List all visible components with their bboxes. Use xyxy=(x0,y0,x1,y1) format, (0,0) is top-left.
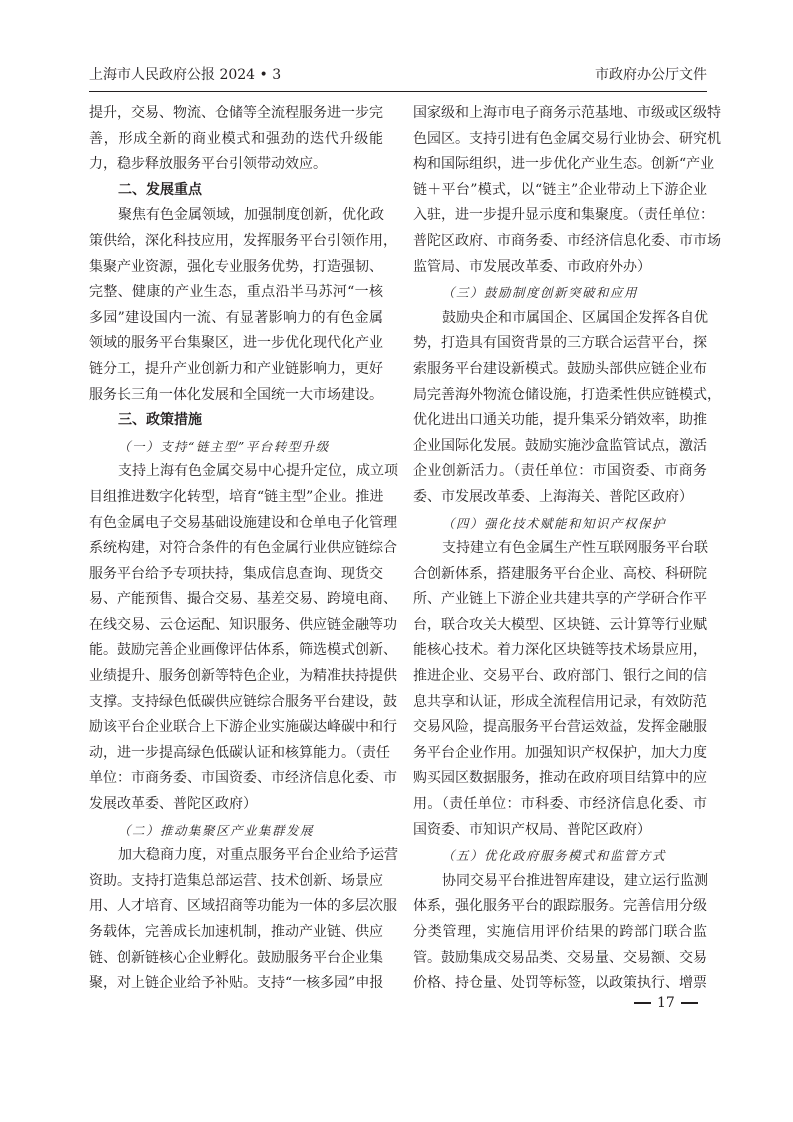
text-line: 提升，交易、物流、仓储等全流程服务进一步完 xyxy=(89,105,383,121)
text-line: 购买园区数据服务，推动在政府项目结算中的应 xyxy=(413,770,707,787)
page-number-text: 17 xyxy=(657,995,675,1011)
text-line: 推进企业、交易平台、政府部门、银行之间的信 xyxy=(413,668,707,685)
text-line: 所、产业链上下游企业共建共享的产学研合作平 xyxy=(413,591,707,608)
text-line: 单位：市商务委、市国资委、市经济信息化委、市 xyxy=(89,770,397,787)
text-line: 势，打造具有国资背景的三方联合运营平台，探 xyxy=(413,335,707,352)
text-line: 易、产能预售、撮合交易、基差交易、跨境电商、 xyxy=(89,591,397,608)
text-line: 构和国际组织，进一步优化产业生态。创新“产业 xyxy=(413,156,715,173)
text-line: 合创新体系，搭建服务平台企业、高校、科研院 xyxy=(413,565,707,582)
text-line: 能。鼓励完善企业画像评估体系，筛选模式创新、 xyxy=(89,642,397,659)
text-line: 优化进出口通关功能，提升集采分销效率，助推 xyxy=(413,412,707,429)
text-line: 支撑。支持绿色低碳供应链综合服务平台建设，鼓 xyxy=(89,693,397,710)
running-header-left: 上海市人民政府公报 2024 • 3 xyxy=(89,67,282,83)
text-line: 有色金属电子交易基础设施建设和仓单电子化管理 xyxy=(89,514,397,531)
text-line: 国家级和上海市电子商务示范基地、市级或区级特 xyxy=(413,105,721,121)
text-line: 领域的服务平台集聚区，进一步优化现代化产业 xyxy=(89,335,383,352)
paragraph xyxy=(89,203,397,408)
text-line: 支持建立有色金属生产性互联网服务平台联 xyxy=(442,540,708,557)
text-line: 用、人才培育、区域招商等功能为一体的多层次服 xyxy=(89,898,397,915)
text-line: 目组推进数字化转型，培育“链主型”企业。推进 xyxy=(89,488,384,505)
text-line: 三、政策措施 xyxy=(118,412,202,429)
text-line: 资助。支持打造集总部运营、技术创新、场景应 xyxy=(89,872,383,889)
text-line: 务平台企业作用。加强知识产权保护，加大力度 xyxy=(413,744,707,761)
text-line: （五）优化政府服务模式和监管方式 xyxy=(442,848,667,864)
paragraph xyxy=(89,459,398,817)
text-line: 服务平台给予专项扶持，集成信息查询、现货交 xyxy=(89,565,383,582)
text-line: 企业国际化发展。鼓励实施沙盒监管试点，激活 xyxy=(413,437,707,454)
text-line: 价格、持仓量、处罚等标签，以政策执行、增票 xyxy=(413,975,707,992)
text-line: 策供给，深化科技应用，发挥服务平台引领作用， xyxy=(89,232,397,249)
text-line: 索服务平台建设新模式。鼓励头部供应链企业布 xyxy=(413,360,707,377)
text-line: （三）鼓励制度创新突破和应用 xyxy=(442,285,639,301)
text-line: 服务长三角一体化发展和全国统一大市场建设。 xyxy=(89,386,383,403)
text-line: 链、创新链核心企业孵化。鼓励服务平台企业集 xyxy=(89,949,383,966)
text-line: 局完善海外物流仓储设施，打造柔性供应链模式， xyxy=(413,386,721,403)
paragraph xyxy=(413,101,721,280)
text-line: 二、发展重点 xyxy=(118,181,202,198)
text-line: 善，形成全新的商业模式和强劲的迭代升级能 xyxy=(89,130,383,147)
paragraph xyxy=(413,536,707,843)
text-line: 体系，强化服务平台的跟踪服务。完善信用分级 xyxy=(413,898,707,915)
text-line: 务载体，完善成长加速机制，推动产业链、供应 xyxy=(89,924,383,940)
text-line: 企业创新活力。（责任单位：市国资委、市商务 xyxy=(413,463,707,480)
text-line: 力，稳步释放服务平台引领带动效应。 xyxy=(89,156,327,173)
text-line: 色园区。支持引进有色金属交易行业协会、研究机 xyxy=(413,130,721,147)
subsection-heading xyxy=(413,843,707,869)
text-line: 交易风险，提高服务平台营运效益，发挥金融服 xyxy=(413,719,707,736)
text-line: 支持上海有色金属交易中心提升定位，成立项 xyxy=(118,463,398,480)
text-line: 励该平台企业联合上下游企业实施碳达峰碳中和行 xyxy=(89,719,397,736)
text-line: 监管局、市发展改革委、市政府外办） xyxy=(413,258,651,275)
text-line: 发展改革委、普陀区政府） xyxy=(89,796,257,813)
section-heading xyxy=(89,178,383,204)
text-line: 链＋平台”模式，以“链主”企业带动上下游企业 xyxy=(413,181,707,198)
left-column xyxy=(89,101,398,997)
text-line: 分类管理，实施信用评价结果的跨部门联合监 xyxy=(413,924,707,940)
right-column xyxy=(413,101,721,997)
text-line: 鼓励央企和市属国企、区属国企发挥各自优 xyxy=(442,309,708,326)
text-line: 在线交易、云仓运配、知识服务、供应链金融等功 xyxy=(89,616,397,633)
text-line: 普陀区政府、市商务委、市经济信息化委、市市场 xyxy=(413,232,721,249)
text-line: 入驻，进一步提升显示度和集聚度。（责任单位： xyxy=(413,207,714,224)
subsection-heading xyxy=(413,511,707,537)
subsection-heading xyxy=(413,280,707,306)
text-line: （四）强化技术赋能和知识产权保护 xyxy=(442,515,667,531)
paragraph xyxy=(413,869,707,997)
text-line: 委、市发展改革委、上海海关、普陀区政府） xyxy=(413,488,693,505)
paragraph xyxy=(89,101,383,178)
text-line: 系统构建，对符合条件的有色金属行业供应链综合 xyxy=(89,540,397,557)
dash-right xyxy=(681,1002,698,1004)
running-header-right: 市政府办公厅文件 xyxy=(595,67,707,83)
text-line: 聚，对上链企业给予补贴。支持“一核多园”申报 xyxy=(89,975,384,992)
header-rule xyxy=(89,91,707,92)
text-line: 协同交易平台推进智库建设，建立运行监测 xyxy=(442,872,708,889)
text-line: 动，进一步提高绿色低碳认证和核算能力。（责任 xyxy=(89,744,390,761)
text-line: 管。鼓励集成交易品类、交易量、交易额、交易 xyxy=(413,949,707,966)
text-line: 集聚产业资源，强化专业服务优势，打造强韧、 xyxy=(89,258,383,275)
text-line: 加大稳商力度，对重点服务平台企业给予运营 xyxy=(118,847,398,864)
text-line: 能核心技术。着力深化区块链等技术场景应用， xyxy=(413,642,707,659)
text-line: （二）推动集聚区产业集群发展 xyxy=(118,822,315,838)
text-line: 完整、健康的产业生态，重点沿半马苏河“一核 xyxy=(89,284,383,301)
text-line: 聚焦有色金属领域，加强制度创新，优化政 xyxy=(118,207,384,224)
text-line: 国资委、市知识产权局、普陀区政府） xyxy=(413,821,651,838)
dash-left xyxy=(634,1002,651,1004)
text-line: 多园”建设国内一流、有显著影响力的有色金属 xyxy=(89,309,383,326)
subsection-heading xyxy=(89,434,383,460)
paragraph xyxy=(413,306,721,511)
page-number xyxy=(628,993,704,1013)
section-heading xyxy=(89,408,383,434)
text-line: 台，联合攻关大模型、区块链、云计算等行业赋 xyxy=(413,616,707,633)
paragraph xyxy=(89,843,398,997)
subsection-heading xyxy=(89,818,383,844)
text-line: 息共享和认证，形成全流程信用记录，有效防范 xyxy=(413,693,707,710)
text-line: （一）支持“链主型”平台转型升级 xyxy=(118,438,330,454)
text-line: 用。（责任单位：市科委、市经济信息化委、市 xyxy=(413,796,707,813)
text-line: 链分工，提升产业创新力和产业链影响力，更好 xyxy=(89,360,383,377)
text-line: 业绩提升、服务创新等特色企业，为精准扶持提供 xyxy=(89,668,397,685)
